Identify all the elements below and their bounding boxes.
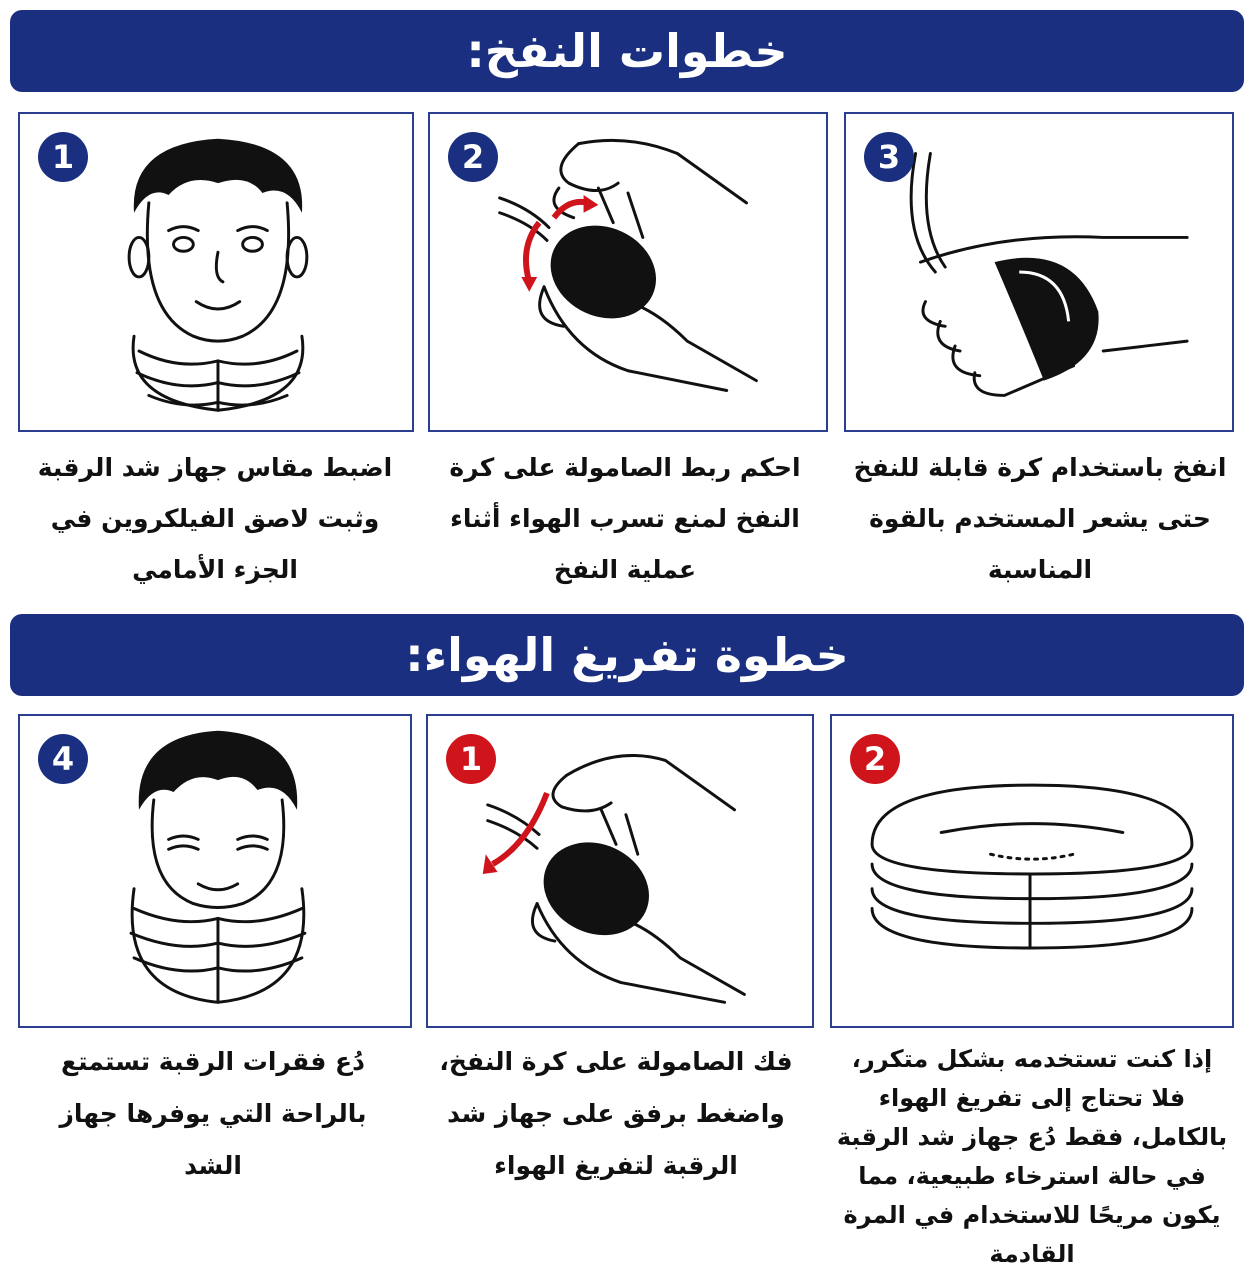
step-4-badge: 4 <box>38 734 88 784</box>
step-1-badge: 1 <box>38 132 88 182</box>
step-2-badge: 2 <box>448 132 498 182</box>
deflate-step-1-caption: فك الصامولة على كرة النفخ، واضغط برفق على جهاز شد الرقبة لتفريغ الهواء <box>439 1047 793 1180</box>
step-3-caption: انفخ باستخدام كرة قابلة للنفخ حتى يشعر المستخدم بالقوة المناسبة <box>853 453 1227 584</box>
step-4-panel <box>18 714 412 1028</box>
deflate-step-1-panel <box>426 714 814 1028</box>
deflation-banner <box>10 614 1244 696</box>
step-3-panel <box>844 112 1234 432</box>
step-2-caption: احكم ربط الصامولة على كرة النفخ لمنع تسرب الهواء أثناء عملية النفخ <box>449 453 801 584</box>
inflation-title: خطوات النفخ: <box>466 24 788 78</box>
step-1-panel <box>18 112 414 432</box>
step-1-caption: اضبط مقاس جهاز شد الرقبة وثبت لاصق الفيلكروين في الجزء الأمامي <box>37 453 393 584</box>
deflate-step-2-caption: إذا كنت تستخدمه بشكل متكرر، فلا تحتاج إلى تفريغ الهواء بالكامل، فقط دُع جهاز شد الرقبة في حالة استرخاء طبيعية، مما يكون مريحًا للاستخدام في المرة القادمة <box>836 1045 1228 1268</box>
step-3-badge: 3 <box>864 132 914 182</box>
deflate-step-2-panel <box>830 714 1234 1028</box>
step-2-panel <box>428 112 828 432</box>
deflation-title: خطوة تفريغ الهواء: <box>405 628 849 682</box>
deflate-step-2-badge: 2 <box>850 734 900 784</box>
step-4-caption: دُع فقرات الرقبة تستمتع بالراحة التي يوفرها جهاز الشد <box>59 1047 367 1180</box>
inflation-banner <box>10 10 1244 92</box>
deflate-step-1-badge: 1 <box>446 734 496 784</box>
